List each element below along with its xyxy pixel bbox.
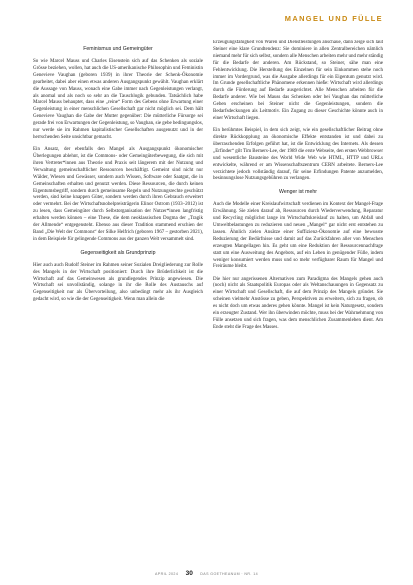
page-footer [0,570,413,577]
footer-publication: DAS GOETHEANUM · NR. 14 [200,572,259,576]
paragraph: Ein Ansatz, der ebenfalls den Mangel als Ausgangspunkt ökonomischer Überlegungen ablehnt, ist die Commons- oder Gemeingüterbewegung, die sich mit ihren Vertreter*innen aus Theorie und Praxis seit längerem mit der Nutzung und Verwaltung gemeinschaftlicher Ressourcen beschäftigt. Gemeint sind nicht nur Wälder, Wiesen und Gewässer, sondern auch Wissen, Software oder Saatgut, die in Gemeinschaften erhalten und genutzt werden. Diese Ressourcen, die durch keinen Eigentumsbegriff, sondern durch gemeinsame Regeln und Nutzungsrechte geschützt werden, sind keine knappen Güter, sondern werden durch ihren Gebrauch erweitert oder vermehrt. Bei der Wirtschaftsnobelpreisträgerin Elinor Ostrom (1933–2012) ist zu lesen, dass Gemeingüter durch Selbstorganisation der Nutzer*innen langfristig erhalten werden können – eine These, die dem neoklassischen Dogma der „Tragik der Allmende“ entgegensteht. Ebenso aus dieser Tradition stammend erschien der Band „Die Welt der Commons“ der Silke Helfrich (geboren 1967 – gestorben 2021), in dem Beispiele für gelingende Commons aus der ganzen Welt versammelt sind. [33,147,203,242]
section-heading-less-is-more: Wenger ist mehr [279,189,317,196]
page-number: 30 [185,570,193,577]
article-body [33,40,383,555]
paragraph: Ein berühmtes Beispiel, in dem sich zeigt, wie ein gesellschaftlicher Beitrag ohne direkte Rückkopplung an ökonomische Effekte entstanden ist und dabei zu überraschenden Erfolgen geführt hat, ist die Entwicklung des Internets. Als dessen „Erfinder“ gilt Tim Berners-Lee, der 1989 die erste Webseite, den ersten Webbrowser und wesentliche Bausteine des World Wide Web wie HTML, HTTP und URLs entwickelte, während er am Wissenschaftszentrum CERN arbeitete. Berners-Lee verzichtete jedoch vollständig darauf, für seine Erfindungen Patente anzumelden, besinnungslose Nutzungsgebühren zu verlangen. [213,128,383,182]
paragraph: Die hier nur angerissenen Alternativen zum Paradigma des Mangels gehen auch (noch) nicht als Staatspolitik Europas oder als Weltanschauungen in Gegensatz zu einer Wirtschaft und Gesellschaft, die auf dem Prinzip des Mangels gründet. Sie scheinen vielmehr Anstösse zu geben, Perspektiven zu erweitern, sich zu fragen, ob es nicht doch um etwas anderes gehen könnte. Mangel ist kein Naturgesetz, sondern ein erzeugter Zustand. Wer ihn überwinden möchte, muss bei der Wahrnehmung von Fülle ansetzen und sich fragen, was dem menschlichen Zusammenleben dient. Am Ende steht die Frage des Masses. [213,276,383,330]
paragraph: So wie Marcel Mauss und Charles Eisenstein sich auf das Schenken als soziale Grösse beziehen, wollen, hat auch die US-amerikanische Philosophin und Feministin Genevieve Vaughan (geboren 1939) in ihrer Theorie der Schenk-Ökonomie gearbeitet, dabei aber einen etwas anderen Ausgangspunkt gewählt. Vaughan erklärt die Aussage von Mauss, wonach eine Gabe immer nach Gegenleistungen verlangt, als anomal und als noch so sehr an die Tauschlogik gebunden. Tatsächlich habe Marcel Mauss behauptet, dass eine „reine“ Form des Gebens ohne Erwartung einer Gegenleistung in einer menschlichen Gesellschaft gar nicht möglich sei. Dem hält Genevieve Vaughan die Gabe der Mutter gegenüber: Die mütterliche Fürsorge sei gerade frei von Erwartungen der Gegenleistung, so Vaughan, sie gebe bedingungslos, nur werde sie im Rahmen kapitalistischer Gesellschaften ausgenutzt und in der herrschenden Seite unsichtbar gemacht. [33,59,203,140]
section-heading-reciprocity: Gegenseitigkeit als Grundprinzip [80,249,156,256]
section-heading-feminism: Feminismus und Gemeingüter [83,46,153,52]
right-column [213,40,383,555]
paragraph: Auch die Modelle einer Kreislaufwirtschaft verdienen im Kontext der Mangel-Frage Erwähnung. Sie zielen darauf ab, Ressourcen durch Wiederverwendung, Reparatur und Recycling möglichst lange im Wirtschaftskreislauf zu halten, um Abfall und Umweltbelastungen zu reduzieren und neuen „Mangel“ gar nicht erst entstehen zu lassen. Ähnlich zielen Ansätze einer Suffizienz-Ökonomie auf eine bewusste Reduzierung der Bedürfnisse und damit auf das Zurückfahren aller von Menschen erzeugten Mangellagen hin. Es geht um eine Reduktion der Ressourcennachfrage statt um eine Ausweitung des Angebots, auf ein Leben in genügender Fülle, indem weniger konsumiert werden muss und so mehr verfügbarer Raum für Mangel und Freiräume bleibt. [213,202,383,270]
paragraph: Hier auch auch Rudolf Steiner im Rahmen seiner Sozialen Dreigliederung zur Rolle des Mangels in der Wirtschaft positioniert: Durch ihre Brüderlichkeit ist die Wirtschaft auf das Gemeinwesen als grundlegendes Prinzip angewiesen. Die Wirtschaft sei unvollständig, solange in ihr die Rolle des Austauschs auf Gegenseitigkeit nur als Übervorteilung, also unbedingt mehr als ihr Ausgleich gedacht wird, so wie die der Gegenseitigkeit. Wenn man allein die [33,262,203,303]
footer-date: APRIL 2024 [154,572,179,576]
running-title: MANGEL UND FÜLLE [284,14,383,23]
left-column [33,40,203,555]
paragraph: Erzeugungsfähigkeit von Waren und Dienstleistungen anschaue, dann zeige sich laut Steiner eine klare Grundtendenz: Sie dominiere in allen Zentralbereichen nämlich niemand mehr für sich selbst, sondern alle Menschen arbeiten mehr und mehr ständig für die Bedarfe der anderen. Am Rückstand, so Steiner, sähe man eine Fehlentwicklung. Die Herstellung des Einzelnen für sein Einkommen stehe noch immer im Vordergrund, was die Ausgabe allerdings für ein Eigentum genutzt wird. Im Grunde gesellschaftliche Phänomene erkennen hieße: Wirtschaft wird allerdings durch die Förderung auf Bedarfe ausgerichtet. Alle Menschen arbeiten für die Bedarfe anderer. Wie bei Mauss das Schenken oder bei Vaughan das mütterliche Geben erscheinen bei Steiner nicht die Gegenleistungen, sondern die Bedarfsdeckungen als Leitmotiv. Ein Zugang zu dieser Geschichte könnte auch in einer Wirtschaft liegen. [213,40,383,121]
